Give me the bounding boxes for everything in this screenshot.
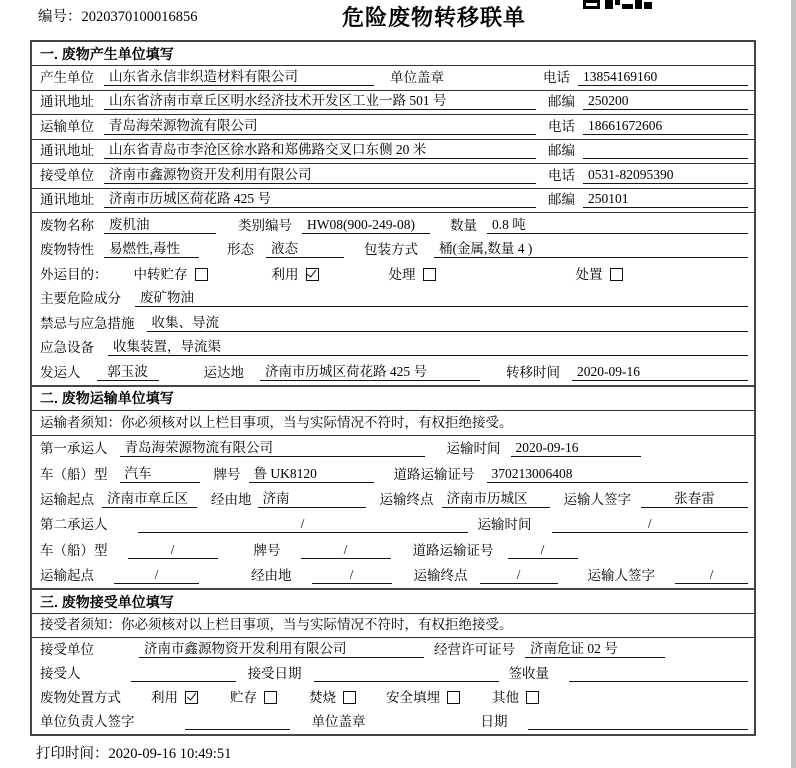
second-road-cert-label: 道路运输证号: [412, 542, 494, 558]
waste-traits-value: 易燃性,毒性: [104, 240, 199, 258]
second-carrier-value: /: [138, 515, 468, 533]
option-treat-label: 处理: [388, 266, 416, 282]
second-road-cert-value: /: [508, 541, 578, 559]
row-first-route: [32, 487, 754, 512]
dispatcher-label: 发运人: [40, 364, 81, 380]
first-route-start-value: 济南市章丘区: [102, 490, 197, 508]
section-receiver: [32, 588, 754, 734]
taboo-measures-label: 禁忌与应急措施: [40, 315, 135, 331]
row-transfer-purpose: [32, 262, 754, 287]
option-dispose: [576, 266, 623, 283]
option-utilize-label: 利用: [271, 266, 299, 282]
waste-qty-label: 数量: [450, 217, 477, 233]
first-carrier-sign-value: 张春雷: [641, 490, 748, 508]
receiver-unit-label: 接受单位: [40, 167, 94, 183]
option-disposal-storage: [230, 689, 277, 706]
accept-unit-label: 接受单位: [40, 642, 94, 658]
print-time-line: [36, 746, 231, 763]
row-transporter-address: [32, 140, 754, 165]
option-transfer-storage: [134, 266, 208, 283]
option-disposal-utilize-label: 利用: [151, 690, 178, 706]
second-transport-time-value: /: [552, 515, 749, 533]
receiver-notice-text: 接受者须知：你必须核对以上栏目事项，当与实际情况不符时，有权拒绝接受。: [40, 617, 513, 633]
second-carrier-sign-label: 运输人签字: [587, 568, 655, 584]
accept-date-label: 接受日期: [247, 666, 302, 682]
second-route-start-value: /: [114, 566, 199, 584]
license-label: 经营许可证号: [434, 642, 515, 658]
producer-zip-label: 邮编: [548, 94, 575, 109]
producer-unit-label: 产生单位: [40, 69, 94, 85]
row-dispatcher: [32, 360, 754, 385]
row-first-carrier: [32, 436, 754, 461]
row-transporter-unit: [32, 115, 754, 140]
transporter-address-label: 通讯地址: [40, 143, 94, 158]
waste-form-value: 液态: [266, 240, 344, 258]
qr-block: [605, 0, 613, 9]
row-receiver-notice: [32, 614, 754, 638]
dispatcher-value: 郭玉波: [97, 363, 159, 381]
option-disposal-landfill-label: 安全填埋: [386, 690, 440, 706]
page-title: 危险废物转移联单: [341, 5, 527, 30]
row-producer-unit: [32, 66, 754, 91]
first-route-end-label: 运输终点: [379, 492, 434, 508]
receiver-phone-label: 电话: [548, 167, 575, 183]
row-waste-traits: [32, 238, 754, 263]
first-plate-value: 鲁 UK8120: [249, 465, 374, 483]
second-route-via-label: 经由地: [251, 568, 292, 584]
emergency-equipment-value: 收集装置，导流渠: [108, 338, 748, 356]
responsible-sign-label: 单位负责人签字: [40, 714, 135, 730]
section-transporter-heading: 二. 废物运输单位填写: [32, 387, 754, 411]
serial-number-line: [38, 9, 198, 26]
row-responsible-sign: [32, 710, 754, 734]
first-route-via-value: 济南: [258, 490, 366, 508]
option-disposal-incinerate: [309, 689, 356, 706]
second-route-end-label: 运输终点: [413, 568, 468, 584]
receiver-zip-label: 邮编: [548, 192, 575, 207]
section-producer: [32, 42, 754, 385]
checkbox-treat: [423, 268, 436, 281]
producer-address-label: 通讯地址: [40, 94, 94, 109]
transporter-phone-value: 18661672606: [583, 117, 748, 135]
option-disposal-storage-label: 贮存: [230, 690, 257, 706]
transporter-notice-text: 运输者须知：你必须核对以上栏目事项，当与实际情况不符时，有权拒绝接受。: [40, 414, 513, 430]
transporter-zip-label: 邮编: [548, 143, 575, 158]
qr-code-fragment-icon: [583, 0, 653, 9]
checkbox-dispose: [610, 268, 623, 281]
first-vehicle-type-label: 车（船）型: [40, 466, 108, 482]
sign-date-value: [528, 713, 749, 730]
row-second-vehicle: [32, 537, 754, 562]
row-taboo-measures: [32, 311, 754, 336]
row-producer-address: [32, 91, 754, 116]
qr-block: [622, 4, 633, 9]
producer-unit-value: 山东省永信非织造材料有限公司: [104, 68, 374, 86]
first-road-cert-label: 道路运输证号: [393, 466, 475, 482]
first-plate-label: 牌号: [213, 466, 241, 482]
waste-name-label: 废物名称: [40, 217, 94, 233]
transfer-time-label: 转移时间: [506, 364, 560, 380]
packing-value: 桶(金属,数量 4 ): [434, 240, 748, 258]
qr-block: [635, 0, 642, 9]
first-route-end-value: 济南市历城区: [442, 490, 550, 508]
section-receiver-heading: 三. 废物接受单位填写: [32, 590, 754, 614]
license-value: 济南危证 02 号: [525, 640, 665, 658]
producer-zip-value: 250200: [583, 92, 748, 110]
sign-date-label: 日期: [480, 714, 508, 730]
accept-person-value: [131, 665, 236, 682]
packing-label: 包装方式: [364, 242, 418, 257]
emergency-equipment-label: 应急设备: [40, 340, 94, 355]
accept-unit-value: 济南市鑫源物资开发利用有限公司: [139, 640, 424, 658]
first-carrier-value: 青岛海荣源物流有限公司: [120, 439, 425, 457]
manifest-form: [30, 40, 756, 736]
second-vehicle-type-label: 车（船）型: [40, 542, 108, 558]
row-transporter-notice: [32, 411, 754, 436]
transporter-phone-label: 电话: [548, 118, 575, 134]
receiver-unit-value: 济南市鑫源物资开发利用有限公司: [104, 166, 536, 184]
qr-block: [583, 0, 600, 9]
receiver-zip-value: 250101: [583, 190, 748, 208]
first-road-cert-value: 370213006408: [487, 465, 749, 483]
unit-seal-label: 单位盖章: [390, 69, 444, 85]
first-route-via-label: 经由地: [211, 492, 252, 508]
option-disposal-other-label: 其他: [492, 690, 519, 706]
accept-date-value: [314, 665, 499, 682]
receiver-address-value: 济南市历城区荷花路 425 号: [104, 190, 536, 208]
page-edge-strip: [791, 0, 796, 768]
option-treat: [389, 266, 436, 283]
transporter-zip-value: [583, 142, 748, 159]
print-time-value: 2020-09-16 10:49:51: [108, 746, 232, 762]
second-route-end-value: /: [480, 566, 558, 584]
option-dispose-label: 处置: [575, 266, 603, 282]
first-route-start-label: 运输起点: [40, 492, 94, 508]
row-accept-unit: [32, 638, 754, 662]
row-receiver-unit: [32, 164, 754, 189]
producer-phone-value: 13854169160: [578, 68, 748, 86]
transfer-purpose-label: 外运目的：: [40, 266, 108, 282]
option-disposal-other: [492, 689, 539, 706]
option-disposal-landfill: [386, 689, 460, 706]
second-plate-value: /: [301, 541, 391, 559]
checkbox-disposal-storage: [264, 691, 277, 704]
first-transport-time-label: 运输时间: [446, 441, 501, 457]
second-carrier-sign-value: /: [675, 566, 748, 584]
receiver-address-label: 通讯地址: [40, 192, 94, 207]
waste-name-value: 废机油: [104, 216, 216, 234]
destination-label: 运达地: [203, 364, 244, 380]
row-second-carrier: [32, 512, 754, 537]
section-transporter: [32, 385, 754, 589]
receiver-phone-value: 0531-82095390: [583, 166, 748, 184]
transfer-time-value: 2020-09-16: [572, 363, 748, 381]
waste-code-label: 类别编号: [238, 217, 292, 233]
row-first-vehicle: [32, 461, 754, 486]
transporter-unit-label: 运输单位: [40, 118, 94, 134]
row-second-route: [32, 563, 754, 588]
responsible-sign-value: [185, 713, 290, 730]
qr-block: [615, 0, 620, 5]
receiver-seal-label: 单位盖章: [311, 714, 366, 730]
checkbox-disposal-other: [526, 691, 539, 704]
checkbox-disposal-incinerate: [343, 691, 356, 704]
disposal-method-label: 废物处置方式: [40, 690, 121, 706]
second-transport-time-label: 运输时间: [477, 517, 532, 533]
producer-phone-label: 电话: [543, 69, 570, 85]
waste-code-value: HW08(900-249-08): [302, 216, 430, 234]
waste-traits-label: 废物特性: [40, 242, 94, 257]
hazard-component-label: 主要危险成分: [40, 291, 121, 306]
row-waste-name: [32, 213, 754, 238]
row-accept-person: [32, 662, 754, 686]
accept-person-label: 接受人: [40, 666, 81, 682]
destination-value: 济南市历城区荷花路 425 号: [260, 363, 480, 381]
checkbox-utilize: [306, 268, 319, 281]
option-transfer-storage-label: 中转贮存: [133, 266, 188, 282]
first-vehicle-type-value: 汽车: [120, 465, 200, 483]
taboo-measures-value: 收集、导流: [147, 314, 749, 332]
checkbox-transfer-storage: [195, 268, 208, 281]
transporter-unit-value: 青岛海荣源物流有限公司: [104, 117, 536, 135]
signed-amount-value: [569, 665, 748, 682]
checkbox-disposal-utilize: [185, 691, 198, 704]
row-receiver-address: [32, 189, 754, 214]
row-disposal-method: [32, 686, 754, 710]
waste-form-label: 形态: [227, 242, 254, 257]
second-route-start-label: 运输起点: [40, 568, 94, 584]
signed-amount-label: 签收量: [508, 666, 549, 682]
section-producer-heading: 一. 废物产生单位填写: [32, 42, 754, 66]
print-time-label: 打印时间：: [36, 746, 109, 762]
second-carrier-label: 第二承运人: [40, 517, 108, 533]
option-disposal-utilize: [151, 689, 198, 706]
checkbox-disposal-landfill: [447, 691, 460, 704]
transporter-address-value: 山东省青岛市李沧区徐水路和郑佛路交叉口东侧 20 米: [104, 141, 536, 159]
waste-qty-value: 0.8 吨: [487, 216, 748, 234]
qr-block: [644, 2, 652, 9]
first-carrier-sign-label: 运输人签字: [563, 492, 631, 508]
first-carrier-label: 第一承运人: [40, 441, 108, 457]
option-utilize: [272, 266, 319, 283]
second-vehicle-type-value: /: [128, 541, 218, 559]
serial-label: 编号：: [38, 9, 82, 25]
second-route-via-value: /: [312, 566, 392, 584]
row-hazard-component: [32, 287, 754, 312]
producer-address-value: 山东省济南市章丘区明水经济技术开发区工业一路 501 号: [104, 92, 536, 110]
second-plate-label: 牌号: [253, 542, 281, 558]
row-emergency-equipment: [32, 336, 754, 361]
hazard-component-value: 废矿物油: [135, 289, 748, 307]
option-disposal-incinerate-label: 焚烧: [309, 690, 336, 706]
first-transport-time-value: 2020-09-16: [511, 439, 641, 457]
serial-value: 2020370100016856: [81, 9, 198, 25]
